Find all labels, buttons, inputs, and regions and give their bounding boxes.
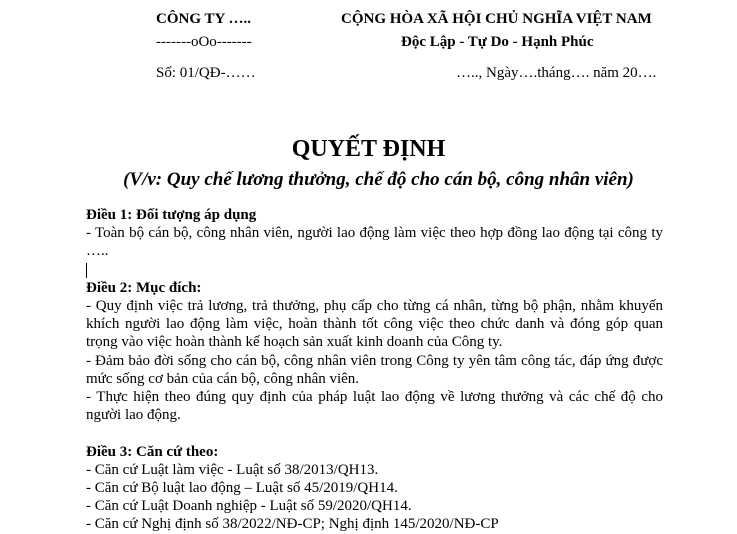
subtitle-prefix: (V/v:	[123, 169, 163, 190]
article-item: - Căn cứ Nghị định số 38/2022/NĐ-CP; Nghị định 145/2020/NĐ-CP	[86, 516, 499, 533]
article-heading: Điều 1: Đối tượng áp dụng	[86, 207, 257, 223]
subtitle-text: Quy chế lương thưởng, chế độ cho cán bộ, công nhân viên)	[162, 169, 634, 190]
text-cursor	[86, 263, 87, 278]
document-number: Số: 01/QĐ-……	[156, 65, 256, 81]
document-date: ….., Ngày….tháng…. năm 20….	[456, 65, 657, 81]
text-cursor-line	[86, 261, 663, 279]
article-item: - Căn cứ Luật Doanh nghiệp - Luật số 59/2020/QH14.	[86, 498, 412, 515]
blank-line	[86, 424, 663, 442]
article-item: - Căn cứ Luật làm việc - Luật số 38/2013/QH13.	[86, 461, 379, 478]
article-item: - Quy định việc trả lương, trả thưởng, phụ cấp cho từng cá nhân, từng bộ phận, nhằm khuyến khích người lao động làm việc, hoàn thành tốt công việc theo chức danh và đóng góp quan trọng vào việc hoàn thành kế hoạch sản xuất kinh doanh của Công ty.	[86, 298, 663, 351]
nation-name: CỘNG HÒA XÃ HỘI CHỦ NGHĨA VIỆT NAM	[341, 11, 652, 27]
page-subtitle	[0, 169, 737, 191]
article-item: - Đảm bảo đời sống cho cán bộ, công nhân viên trong Công ty yên tâm công tác, đáp ứng được mức sống cơ bản của cán bộ, công nhân viên.	[86, 352, 663, 387]
company-name: CÔNG TY …..	[156, 11, 252, 27]
company-separator: -------oOo-------	[156, 34, 252, 50]
article-heading: Điều 3: Căn cứ theo:	[86, 443, 219, 460]
national-motto: Độc Lập - Tự Do - Hạnh Phúc	[401, 34, 594, 50]
article-item: - Thực hiện theo đúng quy định của pháp luật lao động về lương thưởng và các chế độ cho người lao động.	[86, 389, 663, 424]
document-body[interactable]	[86, 206, 663, 534]
article-item: - Toàn bộ cán bộ, công nhân viên, người lao động làm việc theo hợp đồng lao động tại công ty …..	[86, 225, 663, 260]
article-heading: Điều 2: Mục đích:	[86, 279, 202, 296]
page-title: QUYẾT ĐỊNH	[291, 136, 446, 162]
article-item: - Căn cứ Bộ luật lao động – Luật số 45/2019/QH14.	[86, 480, 398, 497]
